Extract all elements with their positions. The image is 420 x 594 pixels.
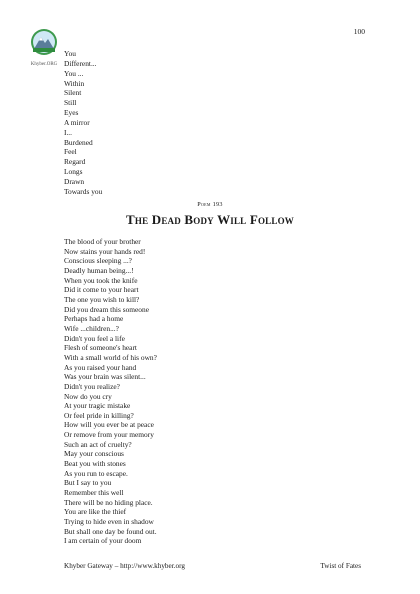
poem-line: The blood of your brother	[64, 237, 141, 246]
poem-line: As you raised your hand	[64, 362, 137, 372]
poem-line: Now do you cry	[64, 391, 112, 401]
word-list-item: Burdened	[64, 137, 93, 147]
poem-line: As you run to escape.	[64, 468, 128, 478]
poem-title: The Dead Body Will Follow	[126, 212, 294, 227]
poem-number: Poem 193	[197, 201, 223, 208]
poem-line: Wife ...children...?	[64, 323, 119, 333]
word-list-item: You	[64, 49, 76, 58]
word-list-item: Silent	[64, 88, 82, 98]
poem-line: Conscious sleeping ...?	[64, 256, 132, 266]
poem-line: Flesh of someone's heart	[64, 343, 137, 353]
poem-line: Such an act of cruelty?	[64, 439, 132, 449]
site-logo	[25, 28, 63, 67]
word-list	[64, 49, 102, 197]
word-list-item: Towards you	[64, 186, 103, 196]
poem-line: I am certain of your doom	[64, 536, 142, 546]
poem-line: May your conscious	[64, 449, 124, 459]
poem-line: At your tragic mistake	[64, 401, 131, 411]
poem-line: With a small world of his own?	[64, 352, 157, 362]
poem-line: Perhaps had a home	[64, 314, 124, 324]
khyber-mountain-logo-icon	[30, 28, 58, 56]
footer-book-title: Twist of Fates	[320, 562, 361, 570]
poem-line: Did you dream this someone	[64, 304, 149, 314]
word-list-item: Feel	[64, 147, 77, 157]
word-list-item: I...	[64, 127, 73, 137]
poem-line: Remember this well	[64, 488, 124, 498]
poem-line: Deadly human being...!	[64, 265, 134, 275]
poem-line: But I say to you	[64, 478, 112, 488]
word-list-item: You ...	[64, 68, 84, 78]
poem-line: Didn't you realize?	[64, 381, 120, 391]
poem-line: How will you ever be at peace	[64, 420, 154, 430]
poem-line: There will be no hiding place.	[64, 497, 153, 507]
footer-source: Khyber Gateway – http://www.khyber.org	[64, 562, 185, 570]
word-list-item: Eyes	[64, 108, 79, 118]
poem-line: Now stains your hands red!	[64, 246, 146, 256]
poem-line: But shall one day be found out.	[64, 526, 157, 536]
word-list-item: Different...	[64, 58, 97, 68]
poem-line: Trying to hide even in shadow	[64, 517, 154, 527]
poem-line: Or feel pride in killing?	[64, 410, 134, 420]
word-list-item: Within	[64, 78, 85, 88]
poem-line: Beat you with stones	[64, 459, 126, 469]
poem-line: Or remove from your memory	[64, 430, 154, 440]
poem-line: Didn't you feel a life	[64, 333, 125, 343]
poem-line: The one you wish to kill?	[64, 294, 140, 304]
poem-body	[64, 237, 157, 546]
word-list-item: Drawn	[64, 176, 85, 186]
word-list-item: A mirror	[64, 117, 90, 127]
word-list-item: Still	[64, 98, 77, 108]
poem-line: When you took the knife	[64, 275, 138, 285]
poem-line: Was your brain was silent...	[64, 372, 146, 382]
word-list-item: Regard	[64, 157, 86, 167]
word-list-item: Longs	[64, 167, 83, 177]
poem-line: You are like the thief	[64, 507, 127, 517]
logo-text: Khyber.ORG	[30, 62, 58, 67]
poem-line: Did it come to your heart	[64, 285, 139, 295]
page-number: 100	[353, 27, 365, 36]
